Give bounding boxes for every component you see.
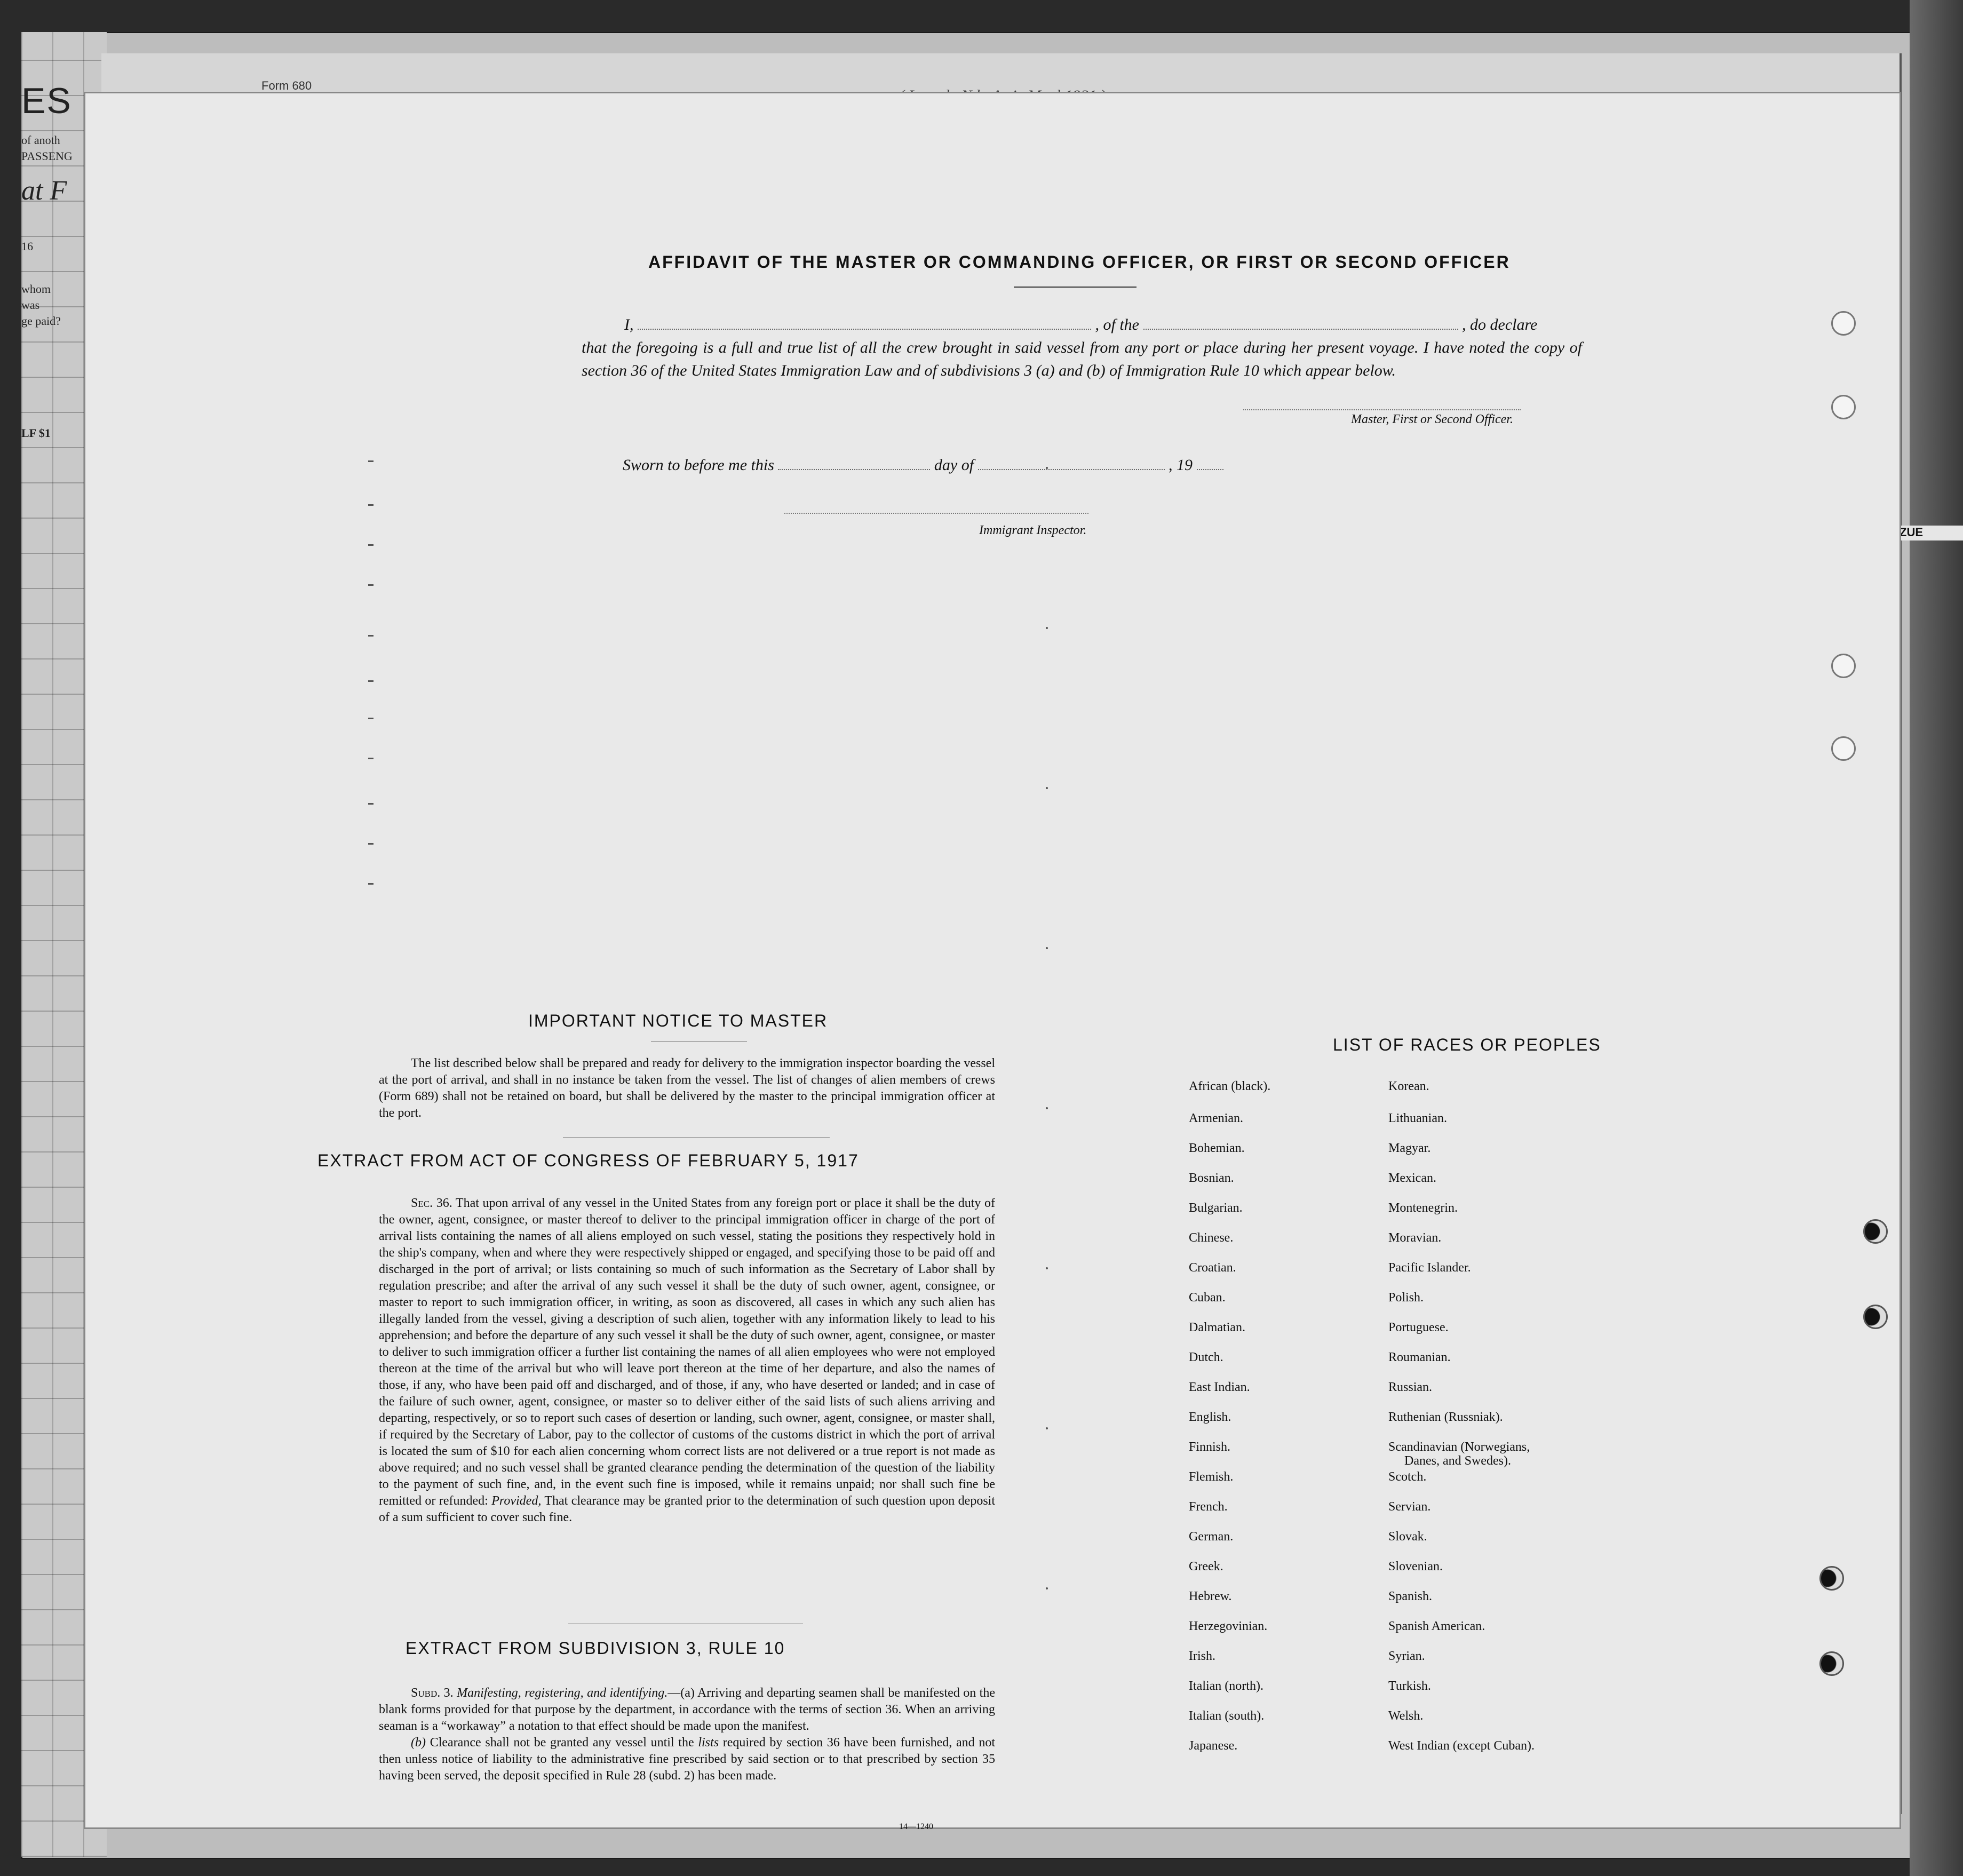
- bleed-mark: [368, 504, 373, 506]
- right-edge-tag: ZUE: [1900, 526, 1963, 540]
- race-item: Spanish American.: [1388, 1619, 1485, 1633]
- race-item: West Indian (except Cuban).: [1388, 1739, 1535, 1753]
- race-item: Hebrew.: [1189, 1589, 1232, 1603]
- race-item: Scotch.: [1388, 1470, 1427, 1484]
- of-the-label: , of the: [1095, 316, 1139, 333]
- race-item: Pacific Islander.: [1388, 1261, 1471, 1275]
- inspector-signature-line[interactable]: [784, 513, 1088, 514]
- sworn-prefix: Sworn to before me this: [623, 456, 774, 474]
- sec36-label: Sec. 36.: [411, 1196, 452, 1210]
- subd3-b-body-1: Clearance shall not be granted any vessel until the: [430, 1736, 694, 1750]
- strip-big-text: ES: [21, 81, 72, 121]
- bleed-mark: [1046, 787, 1048, 789]
- race-item: Lithuanian.: [1388, 1111, 1447, 1125]
- notice-body: [379, 1055, 995, 1122]
- race-item: Montenegrin.: [1388, 1201, 1458, 1215]
- race-item: Slovak.: [1388, 1530, 1427, 1544]
- race-item: Dalmatian.: [1189, 1321, 1245, 1334]
- race-item: Roumanian.: [1388, 1350, 1451, 1364]
- signature-line[interactable]: [1243, 409, 1521, 410]
- binder-hole: [1831, 395, 1856, 419]
- race-item: Japanese.: [1189, 1739, 1238, 1753]
- bleed-mark: [368, 883, 373, 885]
- notice-text: The list described below shall be prepared and ready for delivery to the immigration inspector boarding the vessel at the port of arrival, and shall in no instance be taken from the vessel. The list of changes of alien members of crews (Form 689) shall not be retained on board, but shall be delivered by the master to the principal immigration officer at the port.: [379, 1056, 995, 1120]
- subd3-text: [379, 1685, 995, 1784]
- sec36-text: [379, 1195, 995, 1526]
- vessel-blank[interactable]: [1143, 329, 1458, 330]
- strip-number: 16: [21, 240, 33, 253]
- subd3-b-body-2: required by section 36 have been furnished, and not then unless notice of liability to the administrative fine prescribed by said section or to that prescribed by section 35 having been served, the deposit specified in Rule 28 (subd. 2) has been made.: [379, 1736, 996, 1783]
- affidavit-body: that the foregoing is a full and true list of all the crew brought in said vessel from any port or place during her present voyage. I have noted the copy of section 36 of the United States Immigration Law and of subdivisions 3 (a) and (b) of Immigration Rule 10 which appear below.: [582, 339, 1582, 379]
- race-item: Magyar.: [1388, 1141, 1431, 1155]
- inspector-label: Immigrant Inspector.: [979, 523, 1087, 537]
- month-blank[interactable]: [978, 469, 1165, 470]
- affidavit-title: AFFIDAVIT OF THE MASTER OR COMMANDING OFFICER, OR FIRST OR SECOND OFFICER: [648, 252, 1511, 272]
- bleed-mark: [368, 635, 373, 637]
- race-item: Servian.: [1388, 1500, 1431, 1514]
- race-item: Korean.: [1388, 1079, 1429, 1093]
- race-item: Finnish.: [1189, 1440, 1231, 1454]
- race-item: Chinese.: [1189, 1231, 1234, 1245]
- right-binder-edge: [1910, 0, 1963, 1876]
- binder-hole: [1819, 1651, 1844, 1676]
- bleed-mark: [368, 758, 373, 759]
- race-item: Portuguese.: [1388, 1321, 1449, 1334]
- race-item: Croatian.: [1189, 1261, 1236, 1275]
- notice-rule: [651, 1041, 747, 1042]
- race-item: Polish.: [1388, 1291, 1424, 1305]
- sec36-body: That upon arrival of any vessel in the United States from any foreign port or place it shall be the duty of the owner, agent, consignee, or master thereof to deliver to the principal immigration officer in charge of the port of arrival lists containing the names of all aliens employed on such vessel, stating the positions they respectively hold in the ship's company, when and where they were respectively shipped or engaged, and specifying those to be paid off and discharged in the port of arrival; or lists containing so much of such information as the Secretary of Labor shall by regulation prescribe; and after the arrival of any such vessel it shall be the duty of such owner, agent, consignee, or master to report to such immigration officer, in writing, as soon as discovered, all cases in which any such alien has illegally landed from the vessel, giving a description of such alien, together with any information likely to lead to his apprehension; and before the departure of any such vessel it shall be the duty of such owner, agent, consignee, or master to deliver to such immigration officer a further list containing the names of all alien employees who were not employed thereon at the time of the arrival but who will leave port thereon at the time of her departure, and also the names of those, if any, who have been paid off and discharged, and of those, if any, who have deserted or landed; and in case of the failure of such owner, agent, consignee, or master so to deliver either of the said lists of such aliens arriving and departing, respectively, or so to report such cases of desertion or landing, such owner, agent, consignee, or master shall, if required by the Secretary of Labor, pay to the collector of customs of the customs district in which the port of arrival is located the sum of $10 for each alien concerning whom correct lists are not delivered or a true report is not made as above required; and no such vessel shall be granted clearance pending the determination of the question of the liability to the payment of such fine, and, in the event such fine is imposed, while it remains unpaid; nor shall such fine be remitted or refunded:: [379, 1196, 995, 1508]
- race-item: Moravian.: [1388, 1231, 1442, 1245]
- day-of-label: day of: [934, 456, 974, 474]
- race-item: Italian (north).: [1189, 1679, 1263, 1693]
- race-item: English.: [1189, 1410, 1231, 1424]
- bleed-mark: [368, 680, 373, 682]
- strip-stamp: LF $1: [21, 426, 51, 440]
- race-item: East Indian.: [1189, 1380, 1250, 1394]
- race-item: Ruthenian (Russniak).: [1388, 1410, 1503, 1424]
- race-item: Italian (south).: [1189, 1709, 1265, 1723]
- bleed-mark: [1046, 1587, 1048, 1589]
- bleed-mark: [1046, 1427, 1048, 1429]
- race-item: Bosnian.: [1189, 1171, 1234, 1185]
- day-blank[interactable]: [778, 469, 930, 470]
- bleed-mark: [1046, 1267, 1048, 1269]
- race-item: Herzegovinian.: [1189, 1619, 1268, 1633]
- strip-line-1: of anoth: [21, 133, 60, 147]
- binder-hole: [1831, 736, 1856, 761]
- provided-label: Provided,: [491, 1494, 542, 1508]
- race-item: Russian.: [1388, 1380, 1433, 1394]
- race-item: Bohemian.: [1189, 1141, 1245, 1155]
- year-prefix: , 19: [1169, 456, 1193, 474]
- bleed-mark: [368, 460, 373, 462]
- race-item: Turkish.: [1388, 1679, 1431, 1693]
- signature-label: Master, First or Second Officer.: [1351, 412, 1513, 426]
- strip-q2: was: [21, 298, 40, 312]
- left-underlying-strip: [21, 80, 85, 441]
- binder-hole: [1831, 311, 1856, 336]
- title-underline: [1014, 287, 1137, 288]
- year-blank[interactable]: [1197, 469, 1223, 470]
- race-item: Welsh.: [1388, 1709, 1424, 1723]
- notice-title: IMPORTANT NOTICE TO MASTER: [528, 1011, 828, 1030]
- name-blank[interactable]: [638, 329, 1091, 330]
- race-item: Cuban.: [1189, 1291, 1226, 1305]
- bleed-mark: [368, 544, 373, 546]
- race-item: Mexican.: [1388, 1171, 1436, 1185]
- bleed-mark: [1046, 1107, 1048, 1109]
- binder-hole: [1863, 1219, 1888, 1244]
- race-item: Irish.: [1189, 1649, 1215, 1663]
- subd3-a-body: Arriving and departing seamen shall be manifested on the blank forms provided for that purpose by the department, in accordance with the terms of section 36. When an arriving seaman is a “workaway” a notation to that effect should be made upon the manifest.: [379, 1686, 995, 1733]
- race-item: French.: [1189, 1500, 1228, 1514]
- race-item-continuation: Danes, and Swedes).: [1404, 1454, 1511, 1468]
- bleed-mark: [368, 584, 373, 586]
- affidavit-page: [85, 93, 1900, 1831]
- affidavit-statement: [582, 313, 1582, 382]
- race-item: Flemish.: [1189, 1470, 1234, 1484]
- bleed-mark: [368, 718, 373, 719]
- strip-line-2: PASSENG: [21, 149, 73, 163]
- race-item: Dutch.: [1189, 1350, 1223, 1364]
- subd3-b-lists: lists: [698, 1736, 719, 1750]
- strip-q3: ge paid?: [21, 314, 61, 328]
- race-item: Syrian.: [1388, 1649, 1425, 1663]
- extract-act-title: EXTRACT FROM ACT OF CONGRESS OF FEBRUARY 5, 1917: [317, 1151, 859, 1170]
- race-item: German.: [1189, 1530, 1234, 1544]
- subd3-a-label: —(a): [667, 1686, 695, 1700]
- race-item: Greek.: [1189, 1560, 1223, 1573]
- races-title: LIST OF RACES OR PEOPLES: [1333, 1035, 1601, 1054]
- binder-hole: [1831, 654, 1856, 678]
- race-item: Slovenian.: [1388, 1560, 1443, 1573]
- race-item: Armenian.: [1189, 1111, 1243, 1125]
- form-code: 14—1240: [899, 1822, 933, 1831]
- i-label: I,: [624, 316, 634, 333]
- bleed-mark: [1046, 467, 1048, 469]
- race-item: Bulgarian.: [1189, 1201, 1243, 1215]
- binder-hole: [1819, 1566, 1844, 1591]
- subd3-b-label: (b): [411, 1736, 426, 1750]
- race-item: Scandinavian (Norwegians,: [1388, 1440, 1530, 1454]
- do-declare-label: , do declare: [1462, 316, 1538, 333]
- extract-rule-title: EXTRACT FROM SUBDIVISION 3, RULE 10: [406, 1639, 785, 1658]
- strip-q1: whom: [21, 282, 51, 296]
- sec36-body-end: That clearance may be granted prior to the determination of such question upon deposit of a sum sufficient to cover such fine.: [379, 1494, 996, 1524]
- bleed-mark: [1046, 627, 1048, 629]
- sworn-line: [623, 456, 1223, 474]
- race-item: Spanish.: [1388, 1589, 1433, 1603]
- bleed-mark: [1046, 947, 1048, 949]
- bleed-mark: [368, 803, 373, 805]
- strip-italic: at F: [21, 176, 67, 206]
- subd3-heading: Manifesting, registering, and identifying.: [457, 1686, 668, 1700]
- under-form-label: Form 680: [261, 79, 312, 92]
- race-item: African (black).: [1189, 1079, 1271, 1093]
- binder-hole: [1863, 1305, 1888, 1329]
- subd3-label: Subd. 3.: [411, 1686, 454, 1700]
- bleed-mark: [368, 843, 373, 845]
